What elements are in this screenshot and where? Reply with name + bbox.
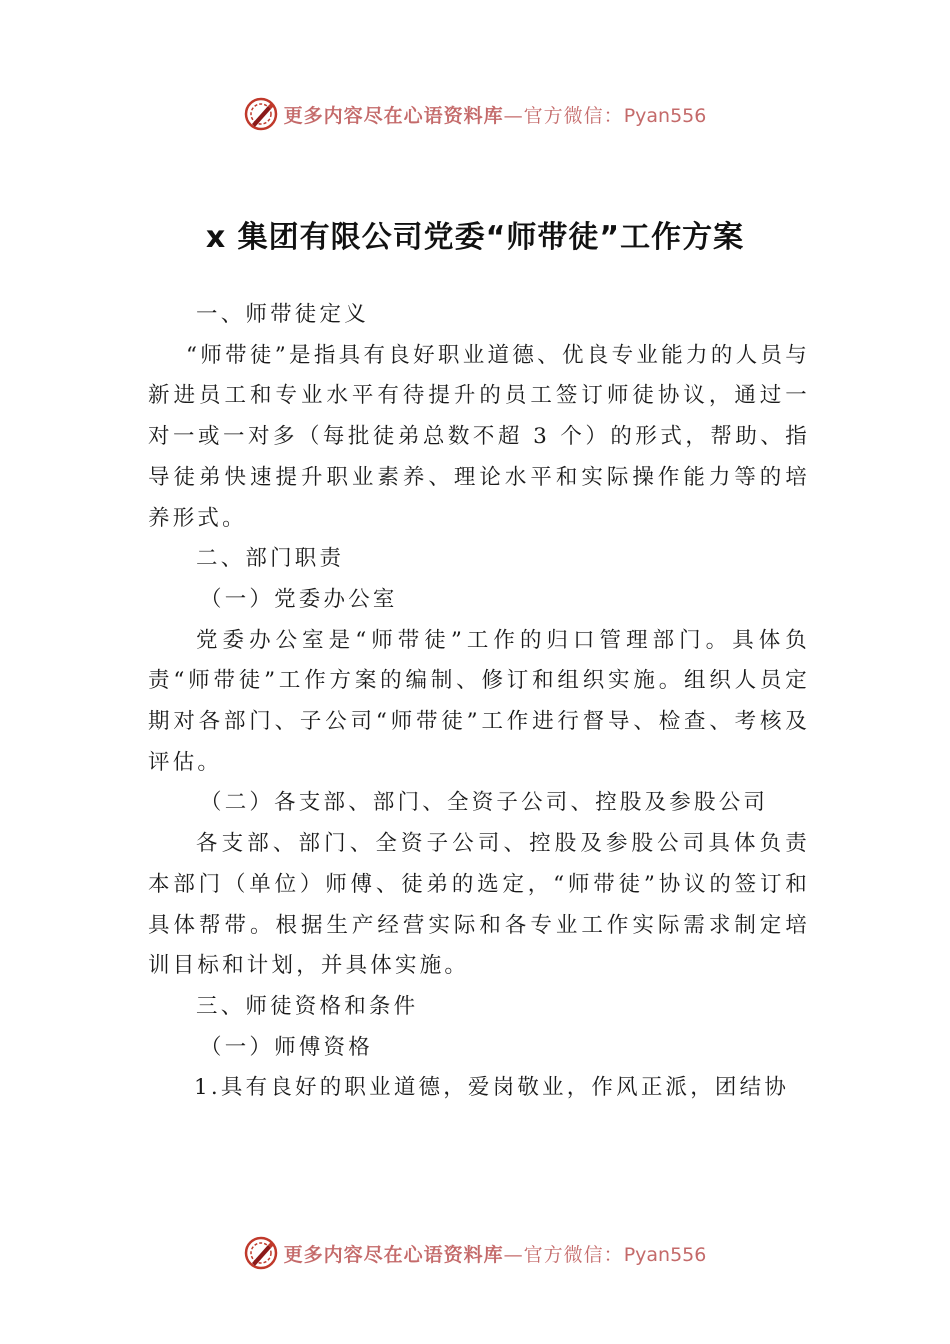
section-heading-3: 三、师徒资格和条件: [196, 993, 419, 1019]
pen-logo-icon: [244, 97, 278, 131]
list-item-1: 1.具有良好的职业道德，爱岗敬业，作风正派，团结协: [194, 1075, 790, 1101]
section-heading-1: 一、师带徒定义: [196, 302, 369, 327]
paragraph-definition: “师带徒”是指具有良好职业道德、优良专业能力的人员与新进员工和专业水平有待提升的员工签订师徒协议，通过一对一或一对多（每批徒弟总数不超 3 个）的形式，帮助、指导徒弟快速提升职业素养、理论水平和实际操作能力等的培养形式。: [148, 342, 810, 531]
watermark-banner-top: [0, 94, 950, 134]
watermark-text: [284, 101, 707, 128]
watermark-banner-bottom: [0, 1233, 950, 1273]
watermark-wechat-id: Pyan556: [623, 1243, 707, 1266]
subheading-branches: （二）各支部、部门、全资子公司、控股及参股公司: [200, 790, 769, 816]
watermark-part2: —官方微信：: [503, 104, 624, 127]
watermark-wechat-id: Pyan556: [623, 104, 707, 127]
document-title: x 集团有限公司党委“师带徒”工作方案: [205, 220, 745, 255]
watermark-part1: 更多内容尽在心语资料库: [283, 1243, 504, 1266]
watermark-part2: —官方微信：: [503, 1243, 624, 1266]
document-body: [148, 295, 810, 1109]
subheading-master-qualification: （一）师傅资格: [200, 1034, 373, 1060]
watermark-part1: 更多内容尽在心语资料库: [283, 104, 504, 127]
paragraph-branches: 各支部、部门、全资子公司、控股及参股公司具体负责本部门（单位）师傅、徒弟的选定，“师带徒”协议的签订和具体帮带。根据生产经营实际和各专业工作实际需求制定培训目标和计划，并具体实施。: [148, 831, 810, 979]
paragraph-party-office: 党委办公室是“师带徒”工作的归口管理部门。具体负责“师带徒”工作方案的编制、修订和组织实施。组织人员定期对各部门、子公司“师带徒”工作进行督导、检查、考核及评估。: [148, 627, 810, 775]
watermark-text: [284, 1240, 707, 1267]
pen-logo-icon: [244, 1236, 278, 1270]
subheading-party-office: （一）党委办公室: [200, 586, 398, 612]
section-heading-2: 二、部门职责: [196, 546, 345, 572]
